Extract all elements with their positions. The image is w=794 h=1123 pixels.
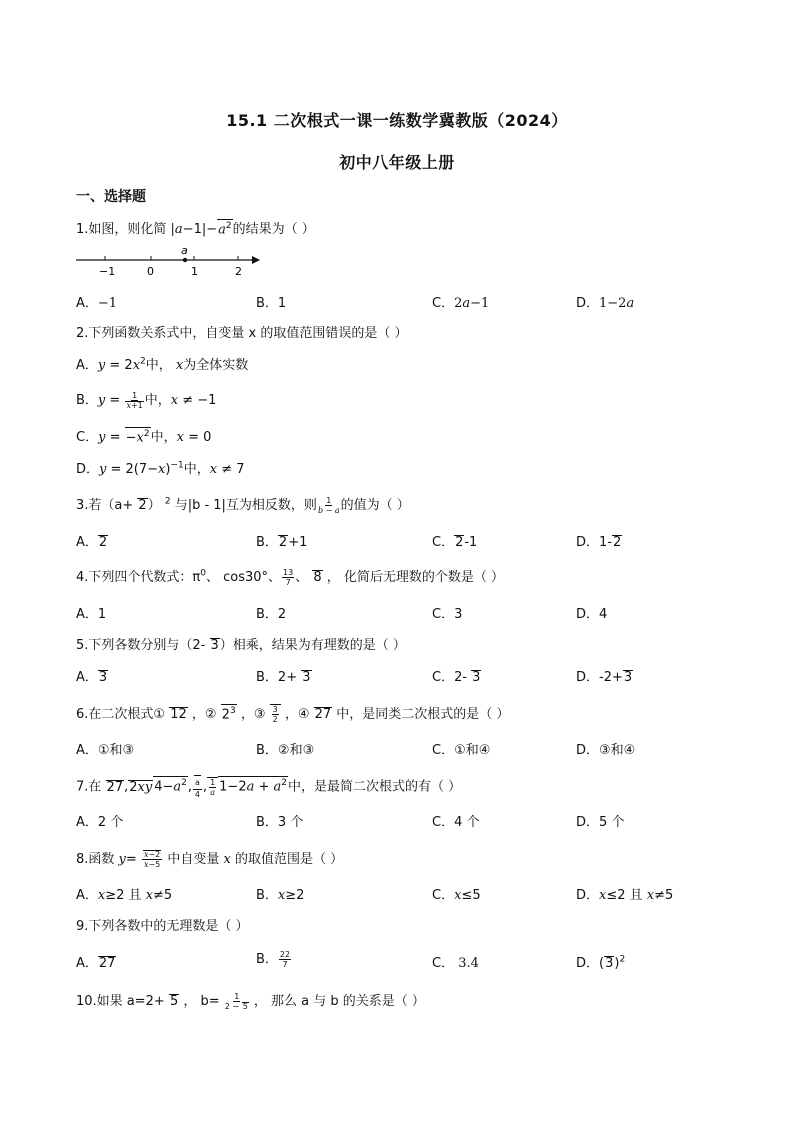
q6-option-c: C．①和④	[432, 743, 491, 758]
question-9: 9.下列各数中的无理数是（ ）	[76, 919, 249, 934]
question-4: 4.下列四个代数式：$\pi^0$、 cos30°、 $\frac{13}{7}$ 、 8 ， 化简后无理数的个数是（ ）	[76, 568, 505, 587]
q4-option-a: A．1	[76, 607, 107, 622]
question-5: 5.下列各数分别与（2- 3）相乘，结果为有理数的是（ ）	[76, 638, 406, 653]
q2-option-b: B．y = $\frac{1}{x+1}$ 中，x ≠ −1	[76, 391, 217, 410]
q4-option-b: B．2	[256, 607, 287, 622]
section-heading: 一、选择题	[76, 189, 146, 205]
q3-option-c: C．2-1	[432, 535, 478, 550]
point-a-label: a	[181, 244, 188, 257]
number-line-figure	[76, 244, 266, 280]
q1-option-a: A．−1	[76, 296, 118, 311]
tick-label-2: 2	[235, 265, 242, 278]
tick-label-1: 1	[191, 265, 198, 278]
q5-option-b: B．2+ 3	[256, 670, 311, 685]
question-7: 7.在 27,2xy $4-a^2$, $\frac{a}{4}$ , $\frac{1}{a}$ $1-2a + a^2$中，是最简二次根式的有（ ）	[76, 775, 461, 799]
q1-option-b: B．1	[256, 296, 287, 311]
q6-option-a: A．①和③	[76, 743, 135, 758]
q5-option-a: A．3	[76, 670, 108, 685]
q7-option-c: C．4 个	[432, 815, 480, 830]
q9-option-a: A．27	[76, 956, 116, 971]
q4-option-c: C．3	[432, 607, 463, 622]
q2-option-a: A．$y = 2x^2$中， x为全体实数	[76, 356, 249, 373]
tick-label-0: 0	[147, 265, 154, 278]
q9-option-c: C． 3.4	[432, 956, 479, 971]
number-line-arrow	[252, 256, 260, 264]
point-a	[183, 258, 187, 262]
q5-option-d: D．-2+3	[576, 670, 633, 685]
q7-option-d: D．5 个	[576, 815, 625, 830]
q9-option-b: B． $\frac{22}{7}$	[256, 950, 291, 969]
q8-option-b: B．x≥2	[256, 888, 305, 903]
q3-option-d: D．1-2	[576, 535, 622, 550]
q3-option-a: A．2	[76, 535, 108, 550]
q1-option-c: C．2a−1	[432, 296, 490, 311]
q6-option-b: B．②和③	[256, 743, 315, 758]
q3-option-b: B．2+1	[256, 535, 308, 550]
question-2: 2.下列函数关系式中，自变量 x 的取值范围错误的是（ ）	[76, 326, 408, 341]
q8-option-a: A．x≥2 且 x≠5	[76, 888, 173, 903]
document-title: 15.1 二次根式一课一练数学冀教版（2024）	[226, 111, 568, 130]
q5-option-c: C．2- 3	[432, 670, 481, 685]
q8-option-d: D．x≤2 且 x≠5	[576, 888, 674, 903]
question-6: 6.在二次根式① 12 ，② $2^3$ ，③ $\frac{3}{2}$ ，④ 27 中，是同类二次根式的是（ ）	[76, 705, 510, 724]
q9-option-d: D．$(3)^2$	[576, 954, 626, 971]
q7-option-a: A．2 个	[76, 815, 124, 830]
question-1: 1.如图，则化简 $|a-1|-a^2$的结果为（ ）	[76, 220, 315, 237]
tick-label-neg1: −1	[99, 265, 116, 278]
question-8: 8.函数 y= $\frac{x-2}{x-5}$ 中自变量 x 的取值范围是（ ）	[76, 850, 344, 869]
q2-option-d: D．$y = 2(7-x)^{-1}$中，x ≠ 7	[76, 460, 245, 477]
question-3: 3.若（a+ 2） $^2$ 与|b - 1|互为相反数，则 $\frac{1}{b - a}$ 的值为（ ）	[76, 496, 410, 515]
q4-option-d: D．4	[576, 607, 608, 622]
question-10: 10.如果 a=2+ 5 ， b= $\frac{1}{2 - 5}$ ， 那么 a 与 b 的关系是（ ）	[76, 992, 425, 1011]
q7-option-b: B．3 个	[256, 815, 304, 830]
q1-option-d: D．1−2a	[576, 296, 635, 311]
q8-option-c: C．x≤5	[432, 888, 481, 903]
q6-option-d: D．③和④	[576, 743, 636, 758]
q2-option-c: C．$y = -x^2$中，x = 0	[76, 428, 212, 445]
document-subtitle: 初中八年级上册	[339, 153, 455, 172]
